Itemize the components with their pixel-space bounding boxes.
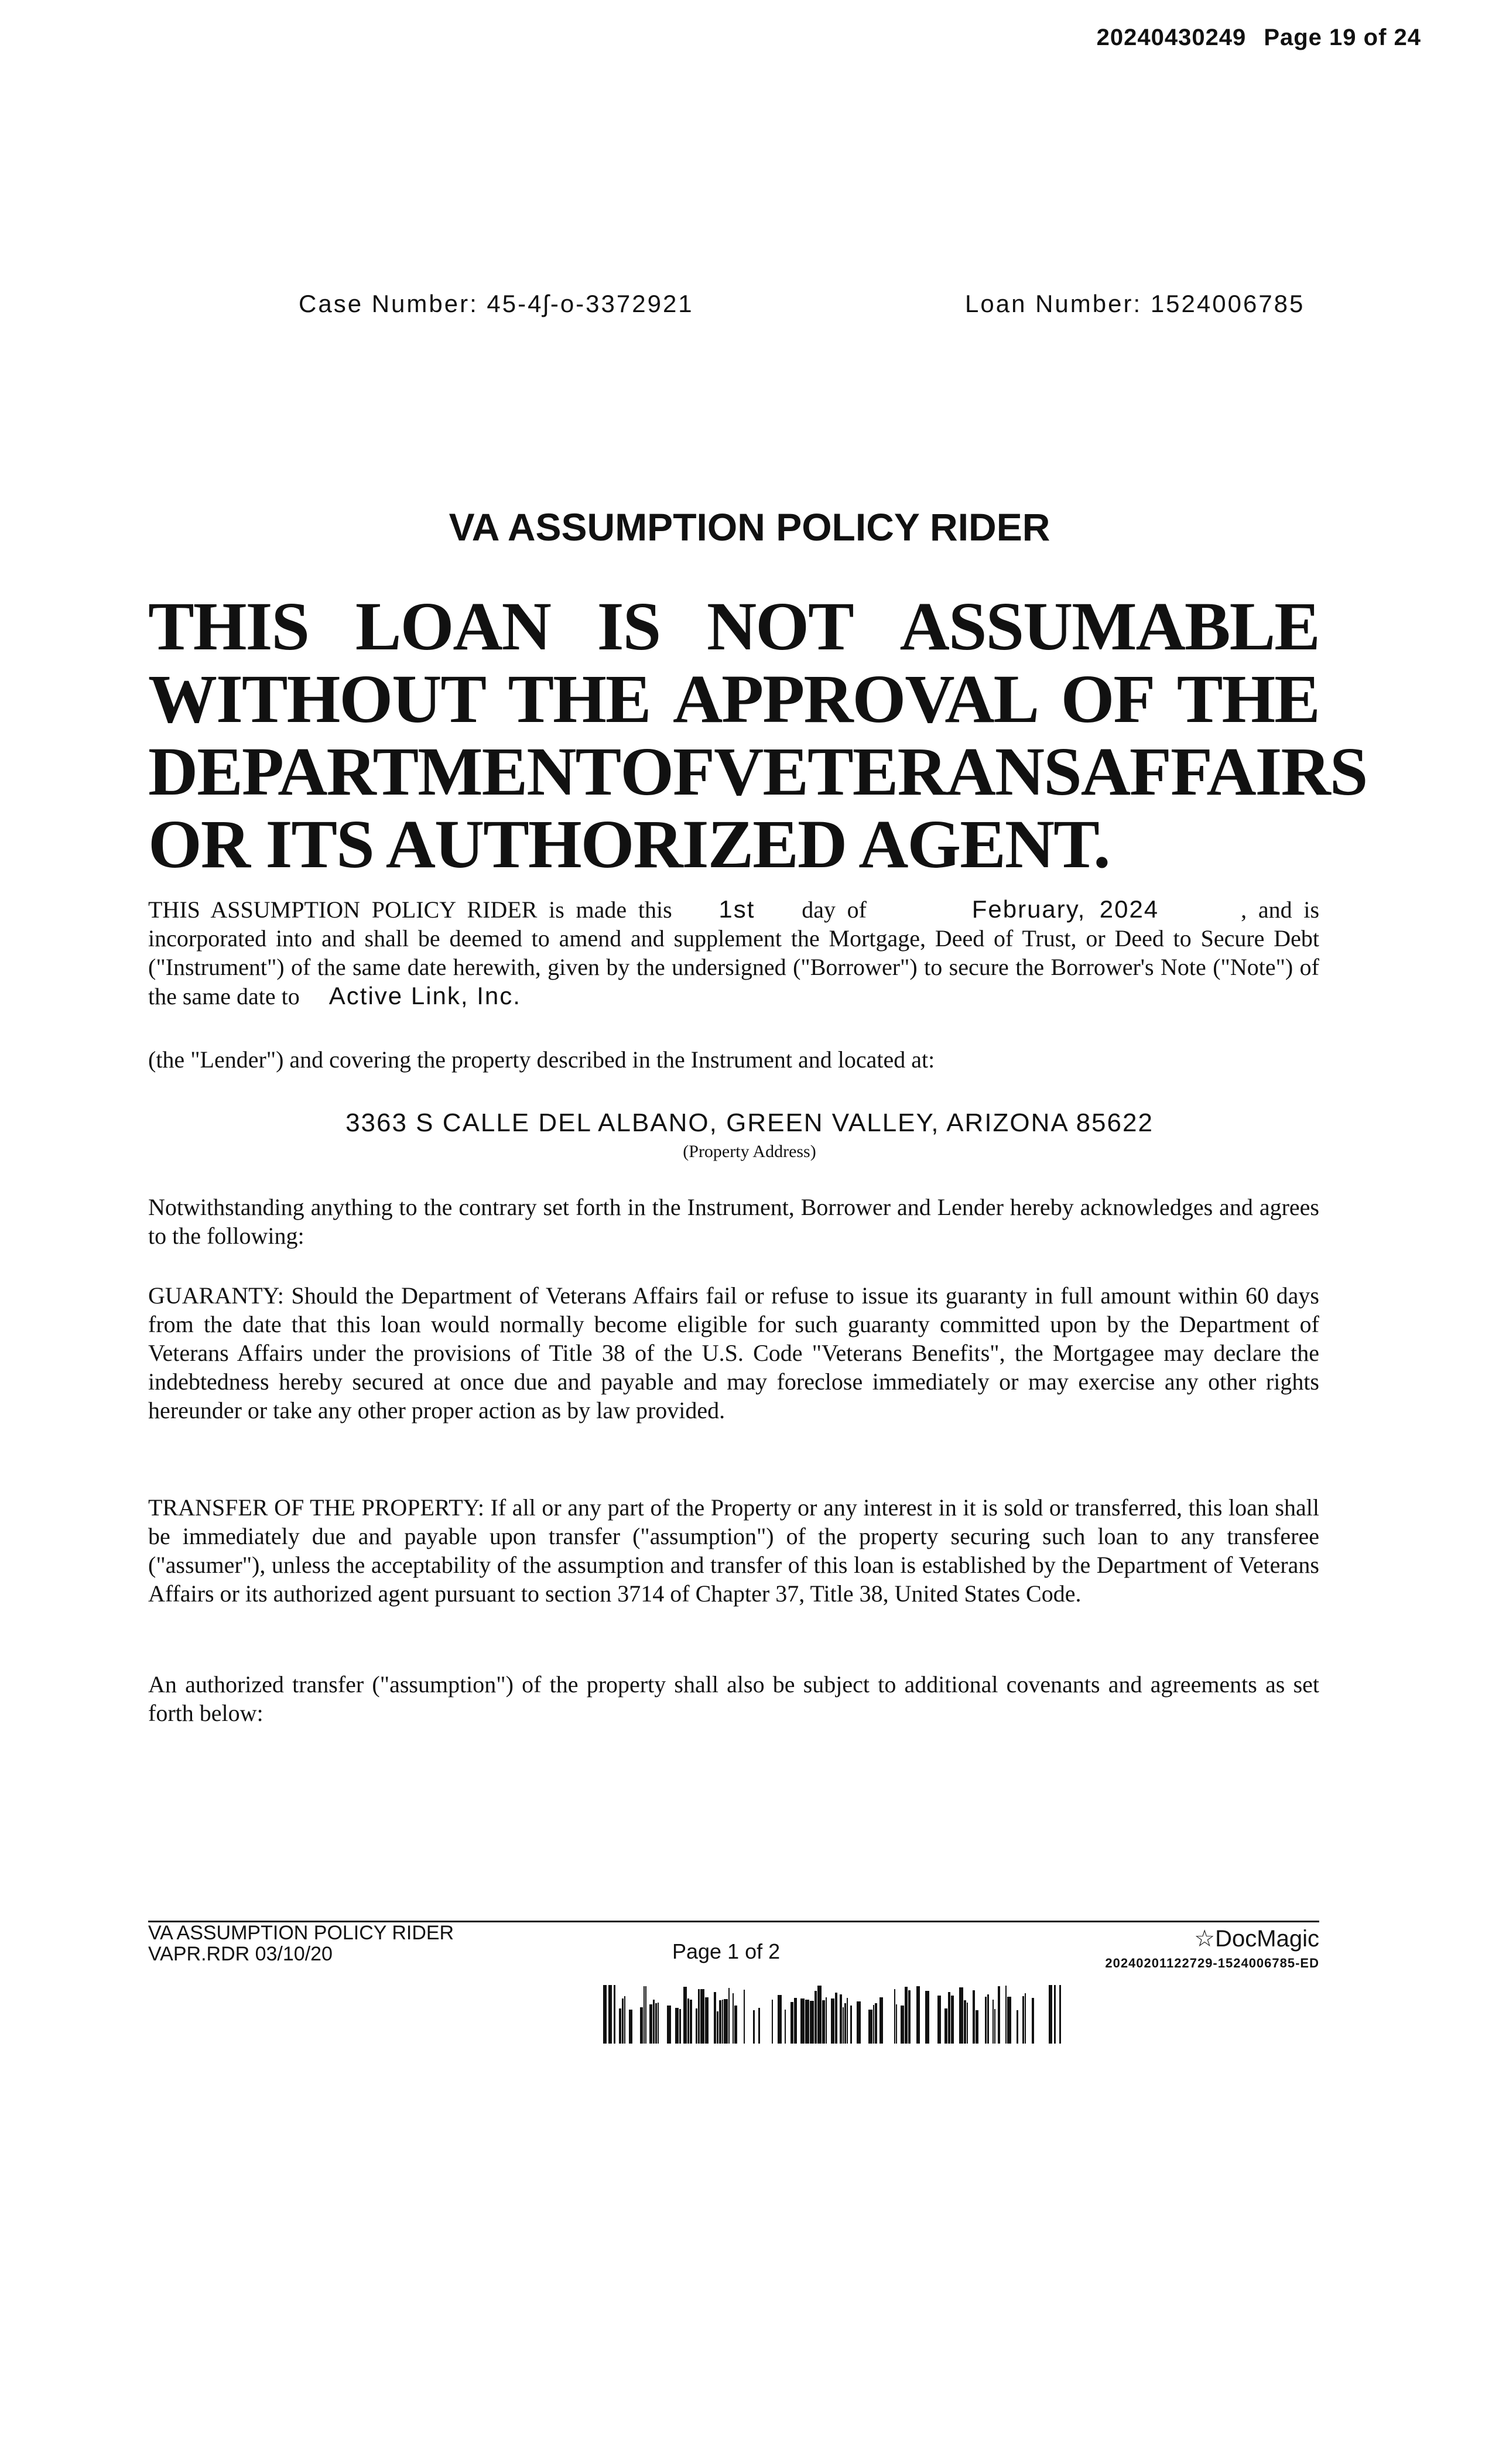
headline-line-2 xyxy=(148,663,1319,735)
property-address: 3363 S CALLE DEL ALBANO, GREEN VALLEY, ARIZONA 85622 xyxy=(345,1108,1154,1137)
headline-word: VETERANS xyxy=(714,733,1081,810)
footer-form-info xyxy=(148,1922,454,1965)
notwithstanding-paragraph: Notwithstanding anything to the contrary set forth in the Instrument, Borrower and Lender hereby acknowledges and agrees to the following: xyxy=(148,1194,1319,1249)
rider-day: 1st xyxy=(718,895,755,923)
case-number: Case Number: 45-4ʃ-o-3372921 xyxy=(299,290,694,317)
headline-line-4 xyxy=(148,808,1319,881)
headline-word: OF xyxy=(620,733,714,810)
footer-doc-code: 20240201122729-1524006785-ED xyxy=(1105,1956,1319,1970)
rider-title: VA ASSUMPTION POLICY RIDER xyxy=(449,505,1050,549)
star-icon: ☆ xyxy=(1194,1926,1216,1952)
transfer-paragraph: TRANSFER OF THE PROPERTY: If all or any part of the Property or any interest in it is sold or transferred, this loan shall be immediately due and payable upon transfer ("assumption") of the property securing such loan to any transferee ("assumer"), unless the acceptability of the assumption and transfer of this loan is established by the Department of Veterans Affairs or its authorized agent pursuant to section 3714 of Chapter 37, Title 38, United States Code. xyxy=(148,1494,1319,1607)
headline-word: NOT xyxy=(707,588,853,665)
footer-page-number: Page 1 of 2 xyxy=(672,1939,781,1963)
footer-form-code: VAPR.RDR 03/10/20 xyxy=(148,1943,333,1965)
headline-word: OF xyxy=(1060,661,1155,737)
barcode-icon xyxy=(603,1985,1072,2044)
headline-word: IS xyxy=(597,588,660,665)
guaranty-paragraph: GUARANTY: Should the Department of Veterans Affairs fail or refuse to issue its guaranty in full amount within 60 days from the date that this loan would normally become eligible for such guaranty committed upon by the Department of Veterans Affairs under the provisions of Title 38 of the U.S. Code "Veterans Benefits", the Mortgagee may declare the indebtedness hereby secured at once due and payable and may foreclose immediately or may exercise any other rights hereunder or take any other proper action as by law provided. xyxy=(148,1282,1319,1423)
headline-word: APPROVAL xyxy=(672,661,1039,737)
headline-line-3 xyxy=(148,733,1367,810)
brand-name: DocMagic xyxy=(1215,1926,1319,1952)
intro-text: THIS ASSUMPTION POLICY RIDER is made this xyxy=(148,896,672,923)
loan-number: Loan Number: 1524006785 xyxy=(965,290,1305,317)
headline-word: THE xyxy=(1176,661,1319,737)
headline-word: WITHOUT xyxy=(148,661,486,737)
headline-word: THIS xyxy=(148,588,309,665)
footer-brand xyxy=(1194,1925,1319,1952)
intro-paragraph xyxy=(148,895,1319,1011)
headline-word: DEPARTMENT xyxy=(148,733,621,810)
lender-name: Active Link, Inc. xyxy=(328,982,521,1009)
recording-header xyxy=(1079,25,1421,51)
headline-word: THE xyxy=(508,661,651,737)
lender-clause: (the "Lender") and covering the property described in the Instrument and located at: xyxy=(148,1046,935,1073)
headline-word: ASSUMABLE xyxy=(899,588,1319,665)
headline-word: LOAN xyxy=(355,588,550,665)
footer-form-title: VA ASSUMPTION POLICY RIDER xyxy=(148,1922,454,1944)
headline-word: AFFAIRS xyxy=(1080,733,1367,810)
intro-text: day of xyxy=(802,896,867,923)
record-page-label: Page 19 of 24 xyxy=(1264,25,1421,50)
record-number: 20240430249 xyxy=(1096,25,1247,50)
headline-word: OR ITS AUTHORIZED AGENT. xyxy=(148,806,1110,882)
rider-date: February, 2024 xyxy=(971,895,1159,923)
headline-warning xyxy=(148,588,1367,882)
headline-line-1 xyxy=(148,590,1319,663)
authorized-transfer-paragraph: An authorized transfer ("assumption") of the property shall also be subject to additional covenants and agreements as set forth below: xyxy=(148,1671,1319,1726)
intro-text: , and is incorporated into and shall be deemed to amend and supplement the Mortgage, Deed of Trust, or Deed to Secure Debt ("Instrument") of the same date herewith, given by the undersigned ("Borrower") to secure the Borrower's Note ("Note") of the same date to xyxy=(148,896,1320,1009)
property-address-label: (Property Address) xyxy=(683,1142,816,1161)
